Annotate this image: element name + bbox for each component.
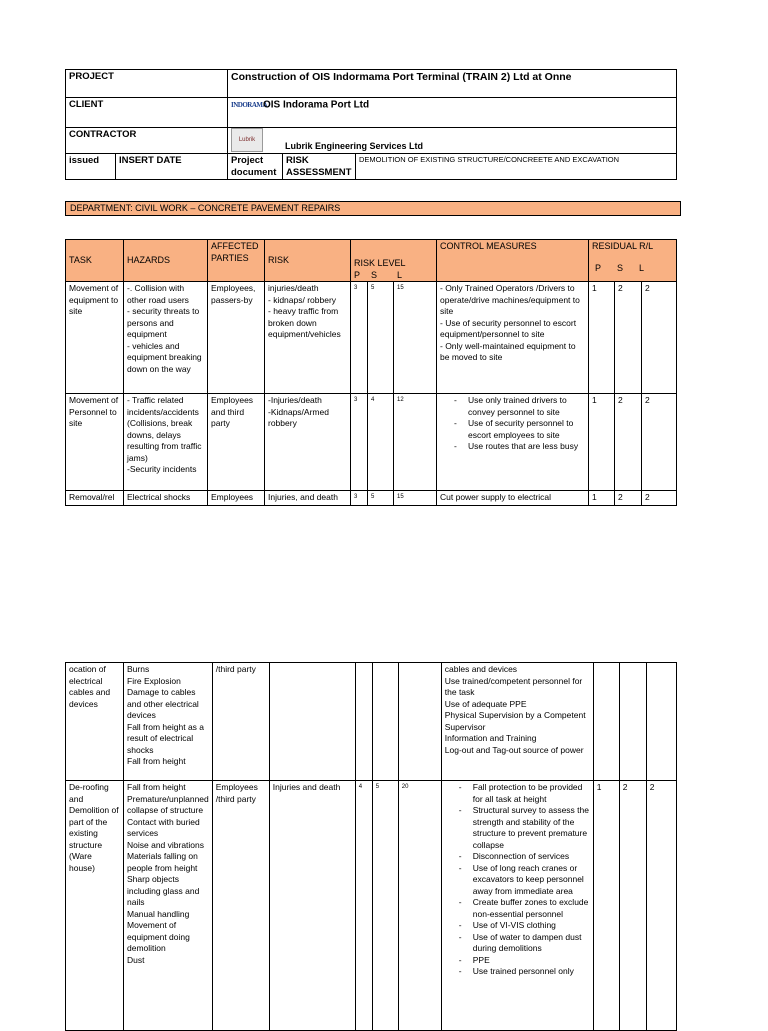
- task-cell: De-roofing and Demolition of part of the existing structure (Ware house): [66, 781, 124, 1031]
- risk-cell: -Injuries/death -Kidnaps/Armed robbery: [265, 394, 351, 491]
- risk-level-subheads: [354, 270, 433, 282]
- l-cell: 15: [394, 282, 437, 394]
- control-cell: [437, 394, 589, 491]
- p-cell: 4: [355, 781, 372, 1031]
- list-item: - Use only trained drivers to convey personnel to site: [468, 395, 585, 418]
- client-value: OIS Indorama Port Ltd: [263, 99, 370, 111]
- rp-cell: [593, 663, 619, 781]
- list-item: - PPE: [473, 955, 590, 967]
- rl-cell: 2: [642, 282, 677, 394]
- department-banner: DEPARTMENT: CIVIL WORK – CONCRETE PAVEMENT REPAIRS: [65, 201, 681, 216]
- list-item: - Use trained personnel only: [473, 966, 590, 978]
- rl-cell: 2: [646, 781, 676, 1031]
- risk-cell: [269, 663, 355, 781]
- control-cell: Cut power supply to electrical: [437, 491, 589, 506]
- p-cell: 3: [351, 491, 368, 506]
- col-residual: [589, 240, 677, 282]
- residual-label: RESIDUAL R/L: [592, 241, 654, 251]
- col-s: S: [371, 269, 378, 280]
- task-cell: Movement of equipment to site: [66, 282, 124, 394]
- affected-cell: /third party: [212, 663, 269, 781]
- rp-cell: 1: [589, 394, 615, 491]
- rs-cell: 2: [619, 781, 646, 1031]
- s-cell: 5: [368, 491, 394, 506]
- contractor-value: Lubrik Engineering Services Ltd: [285, 140, 424, 151]
- col-l: L: [397, 269, 403, 280]
- col-rp: P: [595, 262, 602, 273]
- col-task: TASK: [66, 240, 124, 282]
- s-cell: [372, 663, 398, 781]
- task-cell: Movement of Personnel to site: [66, 394, 124, 491]
- residual-subheads: [592, 263, 673, 275]
- col-affected: AFFECTED PARTIES: [208, 240, 265, 282]
- lubrik-logo: Lubrik: [231, 128, 263, 152]
- list-item: - Use of water to dampen dust during demolitions: [473, 932, 590, 955]
- p-cell: 3: [351, 282, 368, 394]
- col-p: P: [354, 269, 361, 280]
- risk-level-label: RISK LEVEL: [354, 258, 406, 268]
- table-row: [66, 663, 677, 781]
- col-risk: RISK: [265, 240, 351, 282]
- table-row: [66, 394, 677, 491]
- risk-table-part2: [65, 662, 677, 1031]
- table-row: [66, 282, 677, 394]
- hazards-cell: Fall from height Premature/unplanned collapse of structure Contact with buried services Noise and vibrations Materials falling on people from height Sharp objects including glass and nails Manual handling Movement of equipment doing demolition Dust: [124, 781, 213, 1031]
- client-cell: [228, 98, 677, 128]
- project-label: PROJECT: [66, 70, 228, 98]
- client-label: CLIENT: [66, 98, 228, 128]
- rp-cell: 1: [589, 282, 615, 394]
- rl-cell: 2: [642, 394, 677, 491]
- rp-cell: 1: [589, 491, 615, 506]
- issued-label: issued: [66, 154, 116, 180]
- doc-title: DEMOLITION OF EXISTING STRUCTURE/CONCREETE AND EXCAVATION: [356, 154, 677, 180]
- rs-cell: 2: [615, 282, 642, 394]
- list-item: - Use of security personnel to escort employees to site: [468, 418, 585, 441]
- rl-cell: [646, 663, 676, 781]
- document-header-table: [65, 69, 677, 180]
- risk-cell: Injuries and death: [269, 781, 355, 1031]
- list-item: - Create buffer zones to exclude non-essential personnel: [473, 897, 590, 920]
- p-cell: [355, 663, 372, 781]
- rp-cell: 1: [593, 781, 619, 1031]
- contractor-cell: [228, 128, 677, 154]
- hazards-cell: Burns Fire Explosion Damage to cables and other electrical devices Fall from height as a result of electrical shocks Fall from height: [124, 663, 213, 781]
- col-rs: S: [617, 262, 624, 273]
- doc-type: RISK ASSESSMENT: [283, 154, 356, 180]
- control-cell: cables and devices Use trained/competent personnel for the task Use of adequate PPE Physical Supervision by a Competent Supervisor Information and Training Log-out and Tag-out source of power: [441, 663, 593, 781]
- s-cell: 4: [368, 394, 394, 491]
- hazards-cell: -. Collision with other road users - security threats to persons and equipment - vehicles and equipment breaking down on the way: [124, 282, 208, 394]
- list-item: - Fall protection to be provided for all task at height: [473, 782, 590, 805]
- list-item: - Use routes that are less busy: [468, 441, 585, 453]
- doc-label: Project document: [228, 154, 283, 180]
- project-value: Construction of OIS Indormama Port Terminal (TRAIN 2) Ltd at Onne: [228, 70, 677, 98]
- affected-cell: Employees and third party: [208, 394, 265, 491]
- rs-cell: 2: [615, 394, 642, 491]
- risk-table-part1: [65, 239, 677, 506]
- l-cell: [398, 663, 441, 781]
- affected-cell: Employees, passers-by: [208, 282, 265, 394]
- col-control: CONTROL MEASURES: [437, 240, 589, 282]
- s-cell: 5: [368, 282, 394, 394]
- list-item: - Structural survey to assess the strength and stability of the structure to prevent premature collapse: [473, 805, 590, 851]
- col-hazards: HAZARDS: [124, 240, 208, 282]
- issued-value: INSERT DATE: [116, 154, 228, 180]
- hazards-cell: - Traffic related incidents/accidents (Collisions, break downs, delays resulting from traffic jams) -Security incidents: [124, 394, 208, 491]
- p-cell: 3: [351, 394, 368, 491]
- control-cell: [441, 781, 593, 1031]
- indorama-logo: INDORAMA: [231, 98, 257, 112]
- table-row: [66, 781, 677, 1031]
- list-item: - Disconnection of services: [473, 851, 590, 863]
- hazards-cell: Electrical shocks: [124, 491, 208, 506]
- affected-cell: Employees: [208, 491, 265, 506]
- contractor-label: CONTRACTOR: [66, 128, 228, 154]
- list-item: - Use of long reach cranes or excavators to keep personnel away from immediate area: [473, 863, 590, 898]
- s-cell: 5: [372, 781, 398, 1031]
- task-cell: Removal/rel: [66, 491, 124, 506]
- control-list: [445, 782, 590, 978]
- control-cell: - Only Trained Operators /Drivers to operate/drive machines/equipment to site - Use of security personnel to escort equipment/personnel to site - Only well-maintained equipment to be moved to site: [437, 282, 589, 394]
- control-list: [440, 395, 585, 453]
- col-rl: L: [639, 262, 645, 273]
- task-cell: ocation of electrical cables and devices: [66, 663, 124, 781]
- l-cell: 20: [398, 781, 441, 1031]
- list-item: - Use of VI-VIS clothing: [473, 920, 590, 932]
- risk-cell: injuries/death - kidnaps/ robbery - heavy traffic from broken down equipment/vehicles: [265, 282, 351, 394]
- table-row: [66, 491, 677, 506]
- l-cell: 15: [394, 491, 437, 506]
- affected-cell: Employees /third party: [212, 781, 269, 1031]
- l-cell: 12: [394, 394, 437, 491]
- col-risk-level: [351, 240, 437, 282]
- rs-cell: [619, 663, 646, 781]
- rl-cell: 2: [642, 491, 677, 506]
- rs-cell: 2: [615, 491, 642, 506]
- risk-cell: Injuries, and death: [265, 491, 351, 506]
